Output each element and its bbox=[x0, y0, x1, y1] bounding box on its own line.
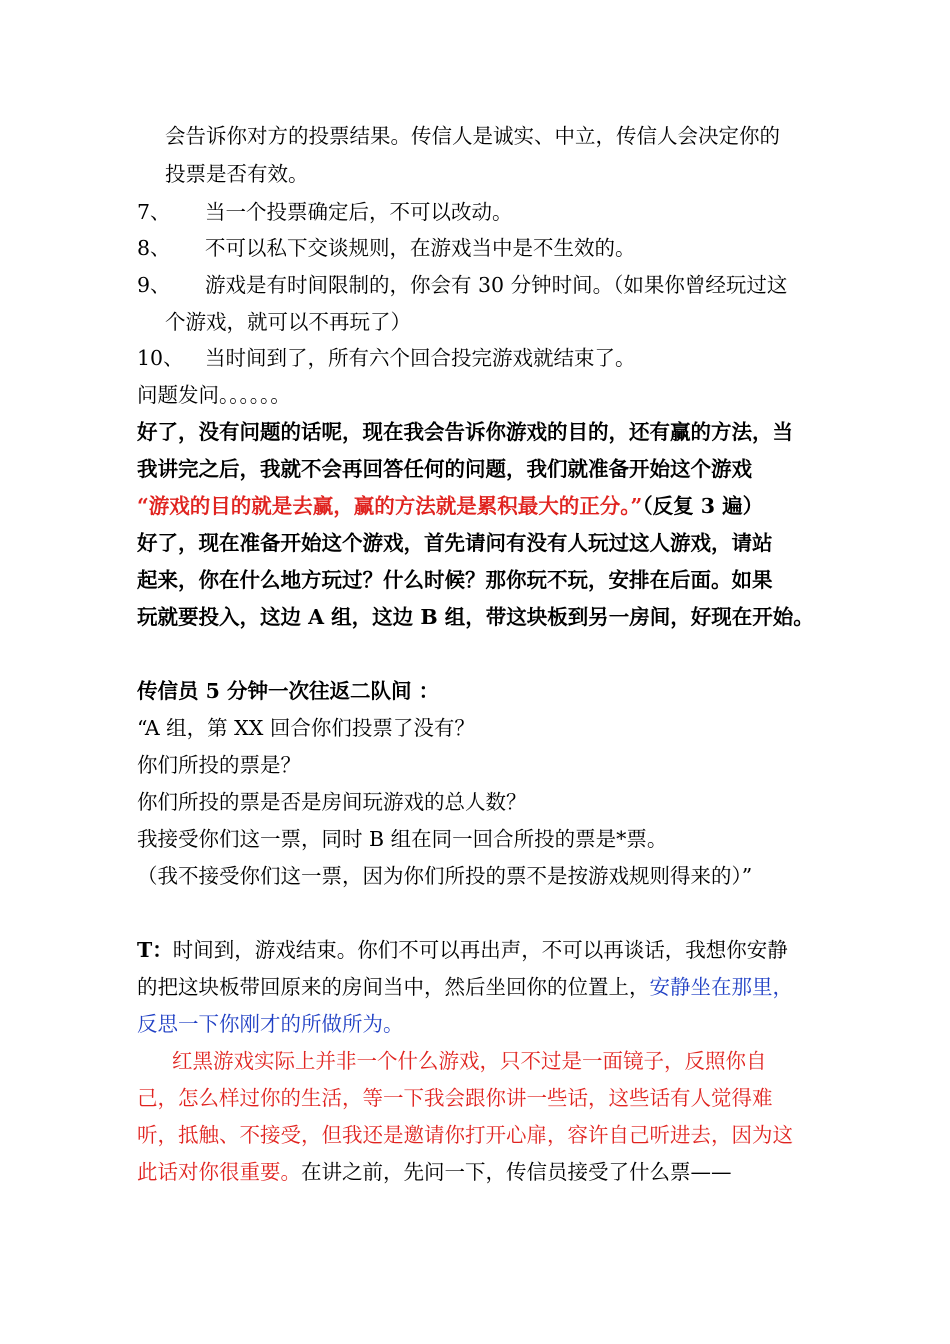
messenger-line: “A 组，第 XX 回合你们投票了没有？ bbox=[137, 716, 475, 740]
reflection-line bbox=[137, 1157, 827, 1187]
item-text: 当一个投票确定后，不可以改动。 bbox=[205, 200, 513, 224]
repeat-note: （反复 3 遍） bbox=[642, 494, 764, 518]
teacher-text: 的把这块板带回原来的房间当中，然后坐回你的位置上， bbox=[137, 975, 650, 999]
teacher-text: 时间到，游戏结束。你们不可以再出声，不可以再谈话，我想你安静 bbox=[172, 938, 788, 962]
rule-item-8 bbox=[137, 233, 827, 263]
highlight-text: 安静坐在那里， bbox=[649, 975, 793, 999]
goal-line bbox=[137, 491, 827, 521]
item-text: 游戏是有时间限制的，你会有 30 分钟时间。（如果你曾经玩过这 bbox=[205, 273, 788, 297]
rule-item-7 bbox=[137, 197, 827, 227]
messenger-line: 我接受你们这一票，同时 B 组在同一回合所投的票是*票。 bbox=[137, 827, 668, 851]
teacher-line bbox=[137, 972, 827, 1002]
bold-paragraph-line: 好了，没有问题的话呢，现在我会告诉你游戏的目的，还有赢的方法，当 bbox=[137, 420, 793, 444]
teacher-highlight-line: 反思一下你刚才的所做所为。 bbox=[137, 1012, 404, 1036]
paragraph-line: 会告诉你对方的投票结果。传信人是诚实、中立，传信人会决定你的 bbox=[165, 124, 780, 148]
item-number: 7、 bbox=[137, 200, 171, 224]
messenger-line: 你们所投的票是？ bbox=[137, 753, 301, 777]
bold-paragraph-line: 好了，现在准备开始这个游戏，首先请问有没有人玩过这人游戏，请站 bbox=[137, 531, 773, 555]
messenger-heading: 传信员 5 分钟一次往返二队间 ： bbox=[137, 679, 440, 703]
follow-up-text: 在讲之前，先问一下，传信员接受了什么票—— bbox=[301, 1160, 732, 1184]
teacher-line bbox=[137, 935, 827, 965]
speaker-label: T： bbox=[137, 938, 173, 962]
item-number: 9、 bbox=[137, 273, 171, 297]
questions-line: 问题发问。。。。。。 bbox=[137, 383, 291, 407]
bold-paragraph-line: 玩就要投入，这边 A 组，这边 B 组，带这块板到另一房间，好现在开始。 bbox=[137, 605, 814, 629]
reflection-line: 红黑游戏实际上并非一个什么游戏，只不过是一面镜子，反照你自 bbox=[172, 1049, 767, 1073]
bold-paragraph-line: 我讲完之后，我就不会再回答任何的问题，我们就准备开始这个游戏 bbox=[137, 457, 752, 481]
bold-paragraph-line: 起来，你在什么地方玩过？什么时候？那你玩不玩，安排在后面。如果 bbox=[137, 568, 773, 592]
rule-item-9-continued: 个游戏，就可以不再玩了） bbox=[165, 310, 411, 334]
messenger-line: 你们所投的票是否是房间玩游戏的总人数？ bbox=[137, 790, 527, 814]
paragraph-line: 投票是否有效。 bbox=[165, 162, 309, 186]
goal-statement: “游戏的目的就是去赢，赢的方法就是累积最大的正分。” bbox=[137, 494, 643, 518]
rule-item-9 bbox=[137, 270, 827, 300]
reflection-line: 听，抵触、不接受，但我还是邀请你打开心扉，容许自己听进去，因为这 bbox=[137, 1123, 793, 1147]
messenger-line: （我不接受你们这一票，因为你们所投的票不是按游戏规则得来的）” bbox=[137, 864, 753, 888]
reflection-line: 己，怎么样过你的生活，等一下我会跟你讲一些话，这些话有人觉得难 bbox=[137, 1086, 773, 1110]
rule-item-10 bbox=[137, 343, 827, 373]
item-text: 不可以私下交谈规则，在游戏当中是不生效的。 bbox=[205, 236, 636, 260]
item-number: 10、 bbox=[137, 346, 184, 370]
reflection-text: 此话对你很重要。 bbox=[137, 1160, 301, 1184]
item-number: 8、 bbox=[137, 236, 171, 260]
item-text: 当时间到了，所有六个回合投完游戏就结束了。 bbox=[205, 346, 636, 370]
